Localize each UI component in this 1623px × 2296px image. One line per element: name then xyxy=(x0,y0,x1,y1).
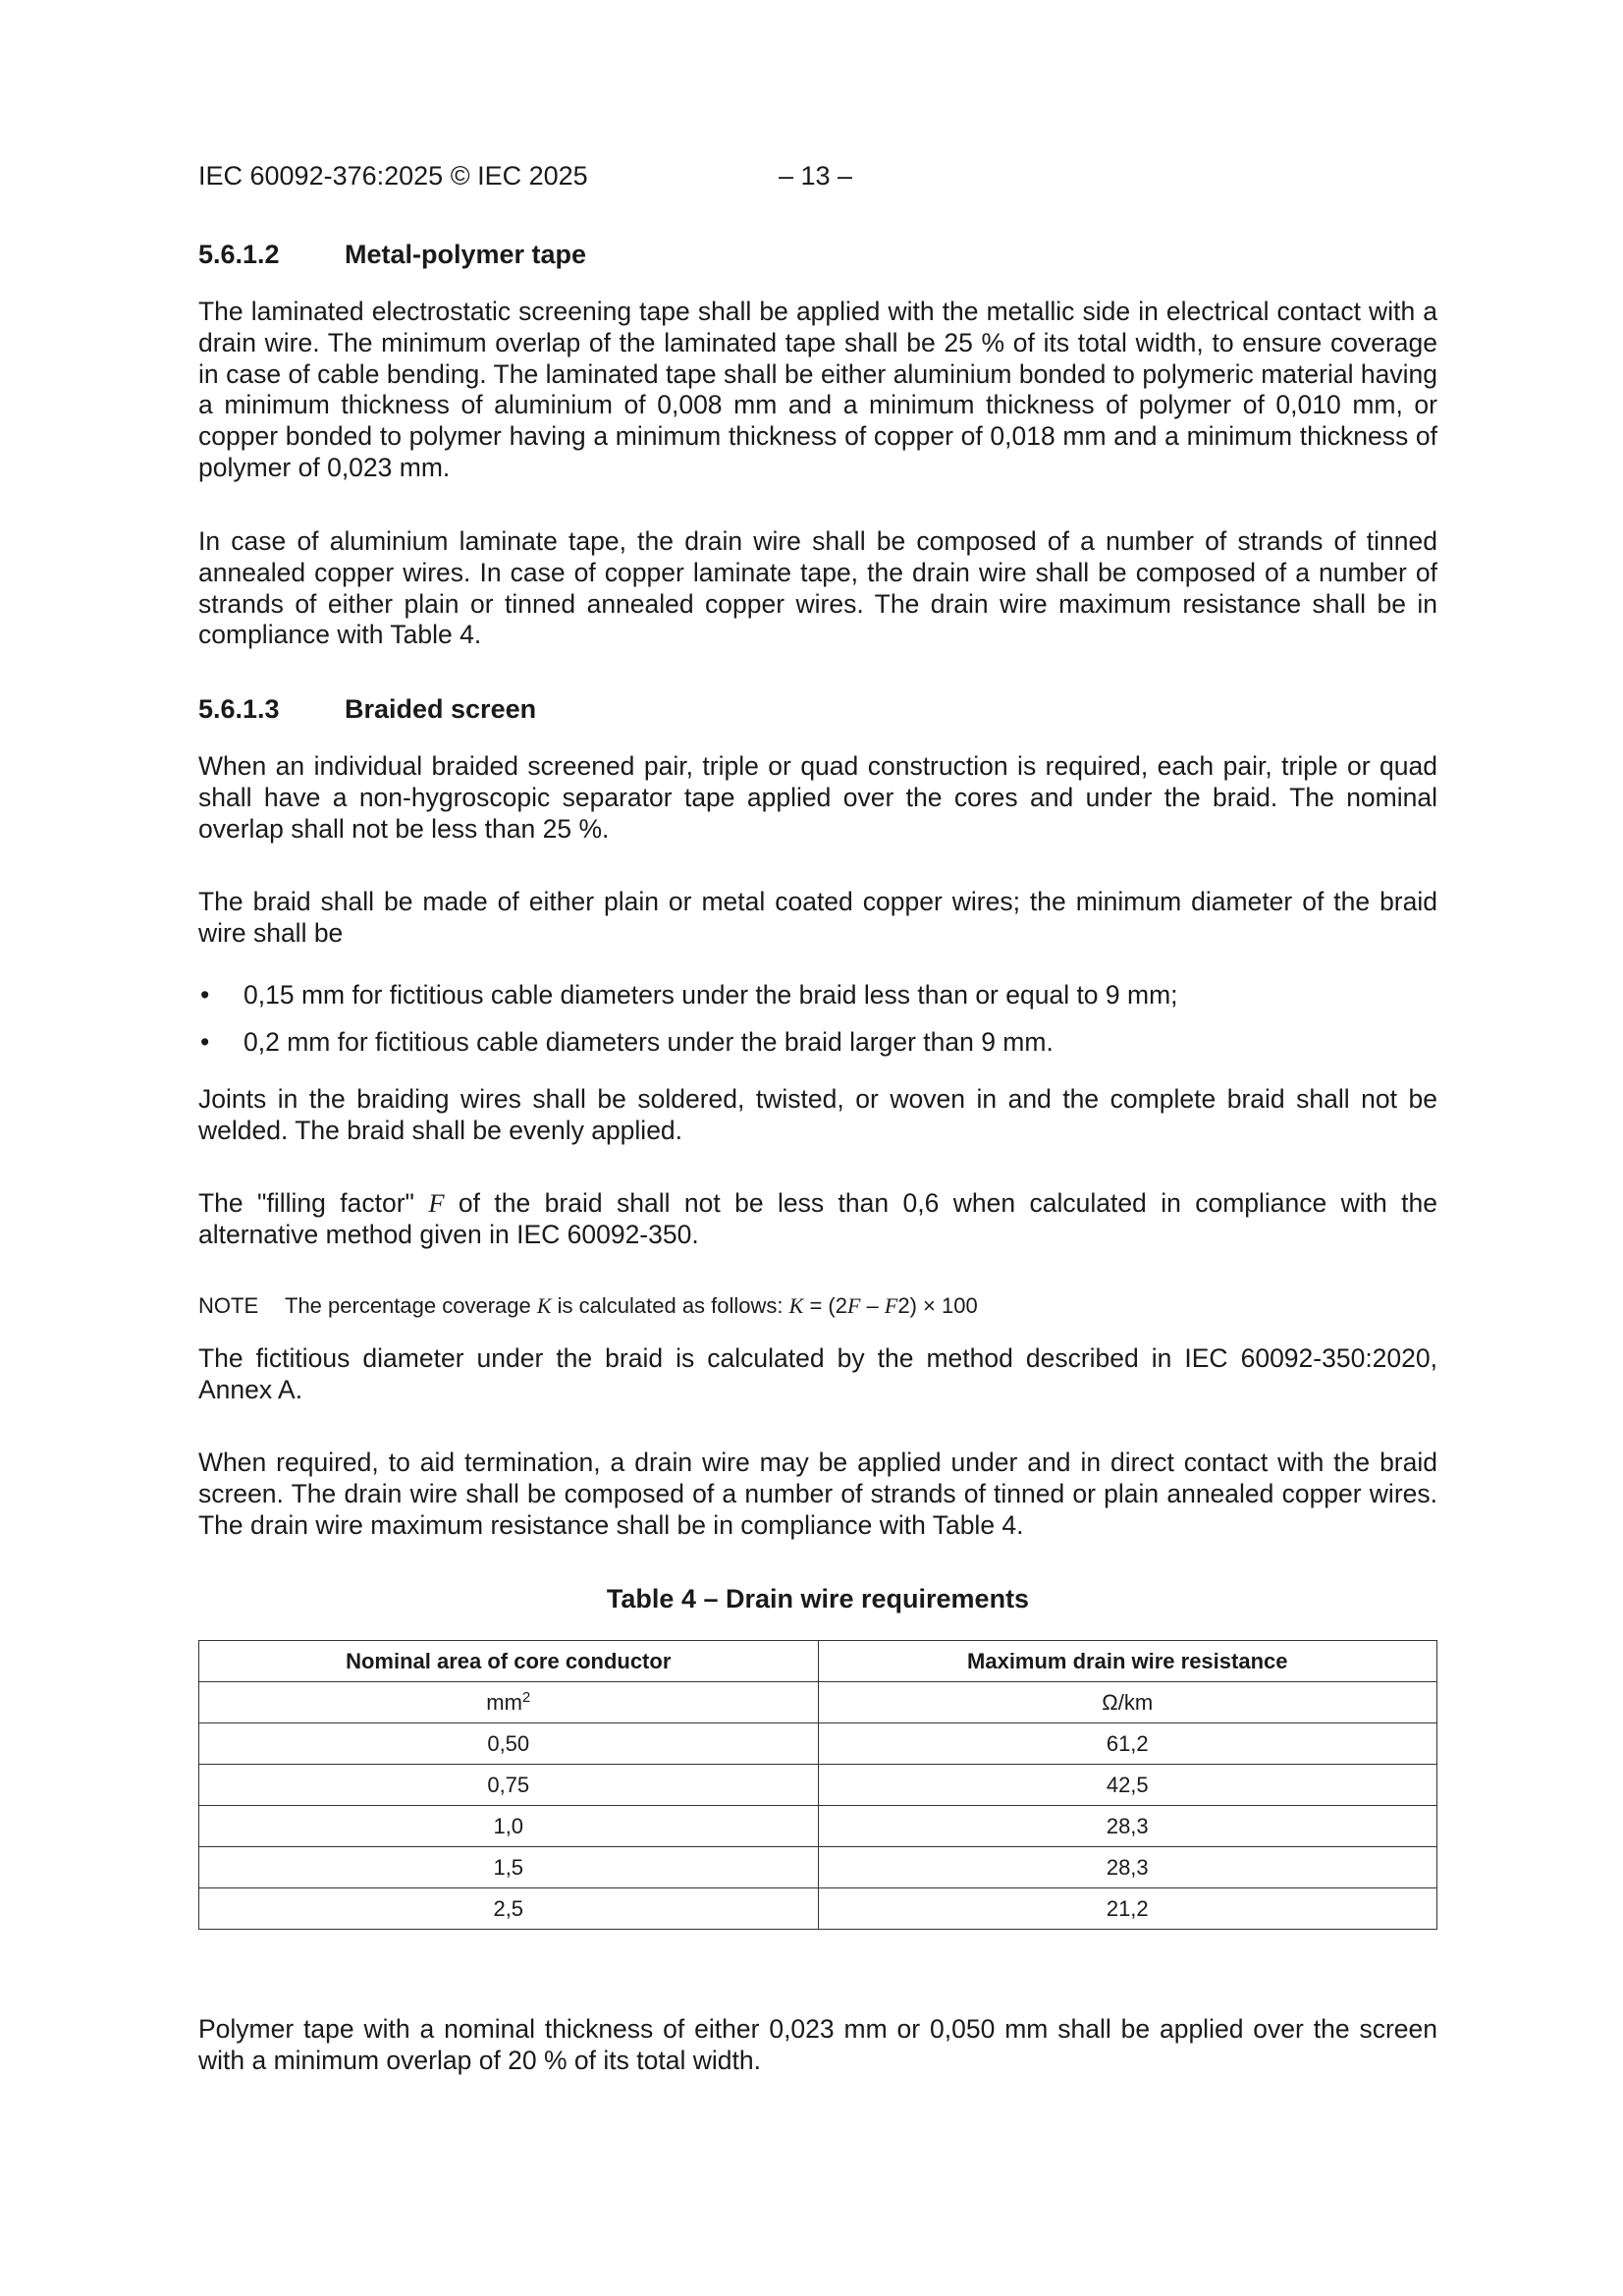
section-title: Braided screen xyxy=(345,694,537,724)
paragraph-fictitious-diameter: The fictitious diameter under the braid is calculated by the method described in IEC 60092-350:2020, Annex A. xyxy=(198,1343,1437,1404)
table-header-row xyxy=(199,1641,1437,1682)
drain-wire-table xyxy=(198,1640,1437,1930)
column-header-resistance: Maximum drain wire resistance xyxy=(818,1641,1437,1682)
note: NOTE The percentage coverage K is calculated as follows: K = (2F – F2) × 100 xyxy=(198,1293,978,1318)
paragraph-filling-factor: The "filling factor" F of the braid shall not be less than 0,6 when calculated in compliance with the alternative method given in IEC 60092-350. xyxy=(198,1188,1438,1249)
paragraph-braid-material: The braid shall be made of either plain or metal coated copper wires; the minimum diameter of the braid wire shall be xyxy=(198,887,1437,948)
table-row: 1,0 28,3 xyxy=(199,1806,1437,1847)
table-row: 1,5 28,3 xyxy=(199,1847,1437,1888)
paragraph-braided-construction: When an individual braided screened pair, triple or quad construction is required, each pair, triple or quad shall have a non-hygroscopic separator tape applied over the cores and under the braid. The nominal overlap shall not be less than 25 %. xyxy=(198,751,1437,844)
section-number: 5.6.1.2 xyxy=(198,240,280,269)
unit-resistance: Ω/km xyxy=(818,1682,1437,1723)
paragraph-braid-joints: Joints in the braiding wires shall be soldered, twisted, or woven in and the complete braid shall not be welded. The braid shall be evenly applied. xyxy=(198,1084,1437,1145)
unit-area: $mm^2$ xyxy=(199,1682,819,1723)
table-caption: Table 4 – Drain wire requirements xyxy=(606,1584,1030,1613)
paragraph-laminated-tape: The laminated electrostatic screening tape shall be applied with the metallic side in electrical contact with a drain wire. The minimum overlap of the laminated tape shall be 25 % of its total width, to ensure coverage in case of cable bending. The laminated tape shall be either aluminium bonded to polymeric material having a minimum thickness of aluminium of 0,008 mm and a minimum thickness of polymer of 0,010 mm, or copper bonded to polymer having a minimum thickness of copper of 0,018 mm and a minimum thickness of polymer of 0,023 mm. xyxy=(198,297,1437,482)
document-id: IEC 60092-376:2025 © IEC 2025 xyxy=(198,161,588,191)
paragraph-polymer-tape: Polymer tape with a nominal thickness of either 0,023 mm or 0,050 mm shall be applied over the screen with a minimum overlap of 20 % of its total width. xyxy=(198,2014,1437,2075)
table-row: 0,50 61,2 xyxy=(199,1723,1437,1765)
paragraph-aluminium-laminate: In case of aluminium laminate tape, the drain wire shall be composed of a number of strands of tinned annealed copper wires. In case of copper laminate tape, the drain wire shall be composed of a number of strands of either plain or tinned annealed copper wires. The drain wire maximum resistance shall be in compliance with Table 4. xyxy=(198,526,1437,650)
note-label: NOTE xyxy=(198,1293,259,1318)
bullet-icon: • xyxy=(200,980,210,1010)
column-header-area: Nominal area of core conductor xyxy=(199,1641,819,1682)
section-number: 5.6.1.3 xyxy=(198,694,280,724)
table-row: 0,75 42,5 xyxy=(199,1765,1437,1806)
bullet-icon: • xyxy=(200,1027,210,1057)
table-row: 2,5 21,2 xyxy=(199,1888,1437,1930)
paragraph-drain-wire: When required, to aid termination, a drain wire may be applied under and in direct contact with the braid screen. The drain wire shall be composed of a number of strands of tinned or plain annealed copper wires. The drain wire maximum resistance shall be in compliance with Table 4. xyxy=(198,1448,1437,1540)
section-title: Metal-polymer tape xyxy=(345,240,587,269)
table-units-row xyxy=(199,1682,1437,1723)
page-number: – 13 – xyxy=(779,161,853,191)
